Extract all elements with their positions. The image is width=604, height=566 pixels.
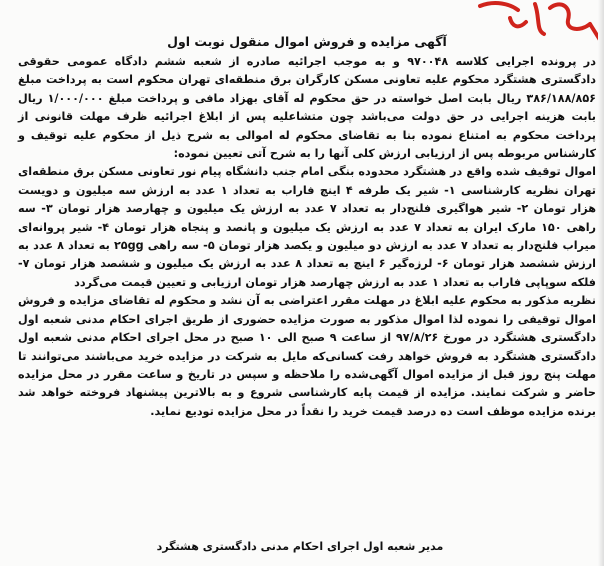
notice-paragraph-items: اموال توقیف شده واقع در هشتگرد محدوده بنگی امام جنب دانشگاه پیام نور تعاونی مسکن برق منطقه‌ای تهران نظریه کارشناسی ۱- شیر یک طرفه ۴ اینچ فاراب به تعداد ۱ عدد به ارزش سه میلیون و دویست هزار تومان ۲- شیر هوا‌گیری فلنج‌دار به تعداد ۷ عدد به ارزش یک میلیون و چهارصد هزار تومان ۳- سه راهی ۱۵۰ مارک ایران به تعداد ۷ عدد به ارزش یک میلیون و پانصد و پنجاه هزار تومان ۴- شیر پروانه‌ای میراب فلنج‌دار به تعداد ۷ عدد به ارزش دو میلیون و یکصد هزار تومان ۵- سه راهی ۲۵gg به تعداد ۸ عدد به ارزش ششصد هزار تومان ۶- لرزه‌گیر ۶ اینچ به تعداد ۸ عدد به ارزش یک میلیون و ششصد هزار تومان ۷- فلکه سوپاپی فاراب به تعداد ۱ عدد به ارزش چهارصد هزار تومان ارزیابی و تعیین قیمت می‌گردد xyxy=(18,165,596,289)
notice-paragraph-terms: نظریه مذکور به محکوم علیه ابلاغ در مهلت مقرر اعتراضی به آن نشد و محکوم له تقاضای مزایده و فروش اموال توقیفی را نموده لذا اموال مذکور به صورت مزایده حضوری از طریق اجرای احکام مدنی شعبه اول دادگستری هشتگرد در مورخ ۹۷/۸/۲۶ از ساعت ۹ صبح الی ۱۰ صبح در محل اجرای احکام مدنی شعبه اول دادگستری هشتگرد به فروش خواهد رفت کسانی‌که مایل به شرکت در مزایده خرید می‌باشند می‌توانند تا مهلت پنج روز قبل از مزایده اموال آگهی‌شده را ملاحظه و سپس در تاریخ و ساعت مقرر در محل مزایده حاضر و شرکت نمایند. مزایده از قیمت پایه کارشناسی شروع و به بالاترین پیشنهاد فروخته خواهد شد برنده مزایده موظف است ده درصد قیمت خرید را نقداً در محل مزایده تودیع نماید. xyxy=(18,294,597,418)
notice-title: آگهی مزایده و فروش اموال منقول نوبت اول xyxy=(167,34,447,49)
page-edge-shadow xyxy=(598,0,604,566)
notice-paragraph-intro: در پرونده اجرایی کلاسه ۹۷۰۰۴۸ و به موجب اجرائیه صادره از شعبه ششم دادگاه عمومی حقوقی دادگستری هشتگرد محکوم علیه تعاونی مسکن کارگران برق منطقه‌ای تهران محکوم است به پرداخت مبلغ ۳۸۶/۱۸۸/۸۵۶ ریال بابت اصل خواسته در حق محکوم له آقای بهزاد مافی و پرداخت مبلغ ۱/۰۰۰/۰۰۰ ریال بابت هزینه اجرایی در حق دولت می‌باشد چون متشاعلیه پس از ابلاغ اجرائیه ظرف مهلت قانونی از پرداخت محکوم به امتناع نموده بنا به تقاضای محکوم له اموالی به شرح ذیل از محکوم علیه توقیف و کارشناس مربوطه پس از ارزیابی ارزش کلی آنها را به شرح آتی تعیین نموده: xyxy=(18,55,596,161)
auction-notice xyxy=(18,34,596,421)
notice-signature: مدیر شعبه اول اجرای احکام مدنی دادگستری هشتگرد xyxy=(156,540,444,553)
